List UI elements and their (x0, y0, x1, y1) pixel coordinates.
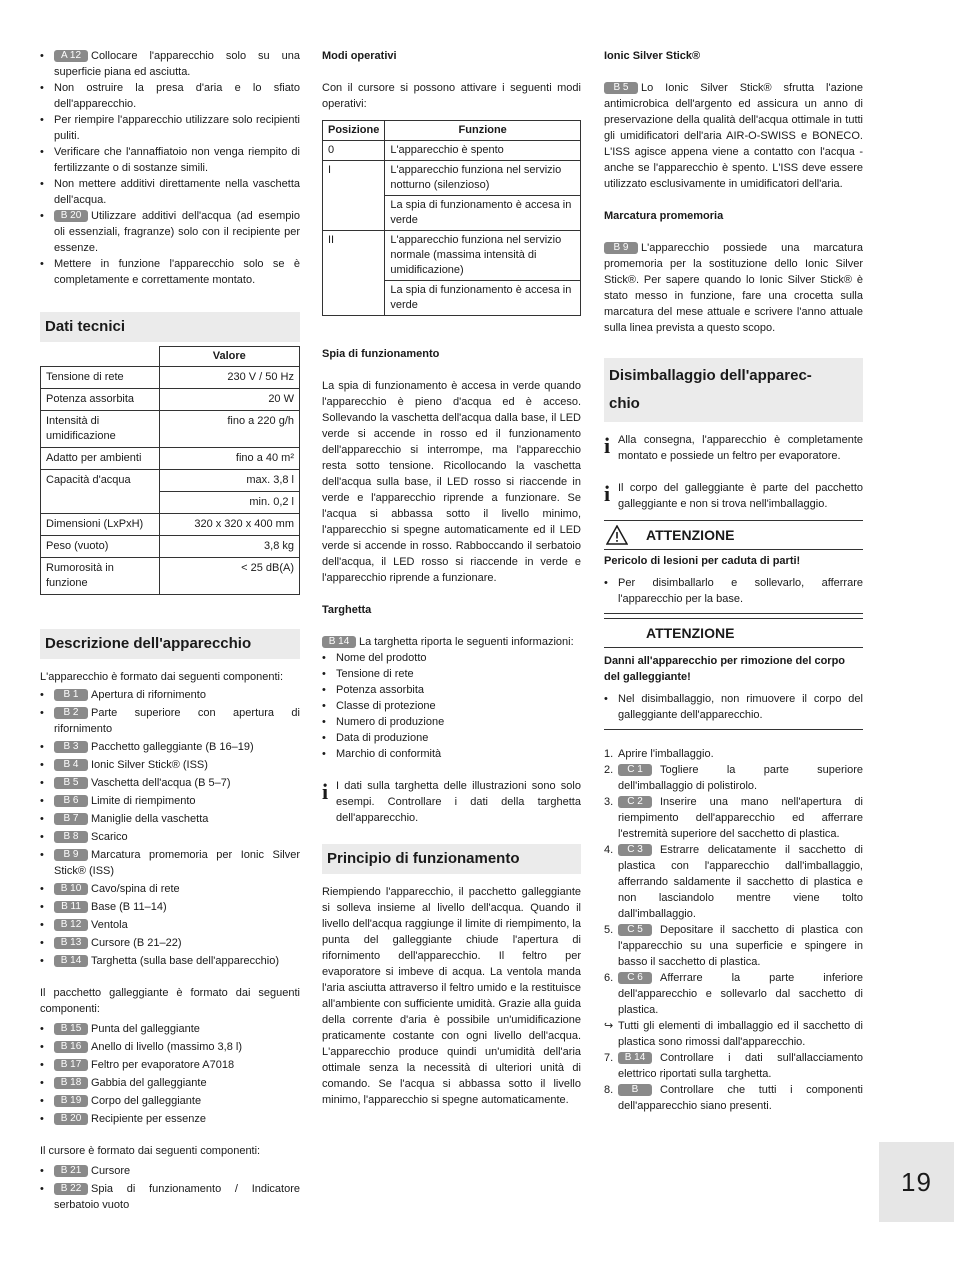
component-item-text: Parte superiore con apertura di rifornimento (54, 707, 300, 735)
figure-ref-badge: B 21 (54, 1165, 88, 1177)
tech-value: < 25 dB(A) (159, 558, 300, 595)
figure-ref-badge: B 7 (54, 813, 88, 825)
step-number: 3. (604, 796, 614, 808)
figure-ref-badge: B 13 (54, 937, 88, 949)
tech-label: Intensità di umidificazione (41, 411, 160, 448)
component-item (40, 775, 300, 791)
tech-value: max. 3,8 l (159, 470, 300, 492)
mode-position: 0 (323, 141, 385, 161)
warning-triangle-icon (606, 525, 628, 545)
warning-instruction-text: Per disimballarlo e sollevarlo, afferrare l'apparecchio per la base. (618, 577, 863, 605)
float-component-item-text: Anello di livello (massimo 3,8 l) (91, 1041, 242, 1053)
unpacking-step (604, 1050, 863, 1082)
figure-ref-badge: C 2 (618, 796, 652, 808)
warning-box-falling-parts (604, 520, 863, 614)
component-item (40, 811, 300, 827)
tech-row (41, 558, 300, 595)
section-title-unpacking (604, 358, 863, 422)
targhetta-item-list (322, 650, 581, 762)
info-note-delivery (604, 432, 863, 464)
tech-row (41, 448, 300, 470)
modes-table (322, 120, 581, 316)
step-text: Tutti gli elementi di imballaggio ed il sacchetto di plastica sono rimossi dall'apparecchio. (618, 1020, 863, 1048)
column-2 (322, 46, 581, 1108)
tech-row (41, 470, 300, 492)
figure-ref-badge: B 14 (618, 1052, 652, 1064)
mode-position: I (323, 161, 385, 231)
figure-ref-badge: B 14 (54, 955, 88, 967)
targhetta-item: • Data di produzione (322, 730, 581, 746)
section-title-unpacking-line-2: chio (609, 395, 640, 412)
component-item (40, 739, 300, 755)
unpacking-step (604, 922, 863, 970)
targhetta-info-note (322, 778, 581, 826)
modes-intro: Con il cursore si possono attivare i seguenti modi operativi: (322, 82, 581, 110)
float-component-item-text: Gabbia del galleggiante (91, 1077, 207, 1089)
tech-label: Capacità d'acqua (41, 470, 160, 514)
step-number: 2. (604, 764, 614, 776)
mode-row (323, 161, 581, 196)
step-text: Aprire l'imballaggio. (618, 748, 714, 760)
unpacking-step (604, 762, 863, 794)
float-component-item (40, 1021, 300, 1037)
step-text: Inserire una mano nell'apertura di riempimento dell'apparecchio ed afferrare l'estremità superiore del sacchetto di plastica. (618, 796, 863, 840)
component-item (40, 687, 300, 703)
component-item-text: Ionic Silver Stick® (ISS) (91, 759, 208, 771)
principle-text: Riempiendo l'apparecchio, il pacchetto galleggiante si solleva insieme al livello dell'acqua. Quando il livello dell'acqua raggiunge il limite di riempimento, la punta del galleggiante chiude l'apertura di rifornimento dell'apparecchio. Il feltro per evaporatore si imbeve di acqua. La ventola manda l'aria asciutta attraverso il feltro umido e la restituisce all'ambiente con sufficiente umidità. Grazie alla guida della corrente d'aria è possibile un'umidificazione praticamente costante con ogni livello dell'acqua. L'apparecchio produce quindi un'umidità dell'aria ottimale senza la necessità di ulteriori unità di comando. Se l'acqua si abbassa sotto il livello minimo, l'apparecchio si spegne automaticamente. (322, 886, 581, 1106)
unpacking-step (604, 794, 863, 842)
marcatura-title: Marcatura promemoria (604, 210, 724, 222)
safety-bullet-text: Per riempire l'apparecchio utilizzare solo recipienti puliti. (54, 114, 300, 142)
safety-bullet (40, 112, 300, 144)
mode-function: La spia di funzionamento è accesa in verde (385, 281, 581, 316)
cursor-component-list (40, 1163, 300, 1213)
modes-header-position: Posizione (323, 121, 385, 141)
tech-value: fino a 220 g/h (159, 411, 300, 448)
spia-title: Spia di funzionamento (322, 348, 440, 360)
figure-ref-badge: B 20 (54, 1113, 88, 1125)
figure-ref-badge: C 5 (618, 924, 652, 936)
tech-value: 20 W (159, 389, 300, 411)
tech-table-empty-cell (41, 347, 160, 367)
step-text: Controllare i dati sull'allacciamento elettrico riportati sulla targhetta. (618, 1052, 863, 1080)
mode-function: L'apparecchio funziona nel servizio notturno (silenzioso) (385, 161, 581, 196)
safety-bullet-text: Mettere in funzione l'apparecchio solo se è completamente e correttamente montato. (54, 258, 300, 286)
step-text: Estrarre delicatamente il sacchetto di plastica con l'apparecchio dall'imballaggio, afferrando saldamente il sacchetto di plastica e non lasciandolo mentre viene tolto dall'imballaggio. (618, 844, 863, 920)
targhetta-title: Targhetta (322, 604, 372, 616)
info-icon: i (604, 433, 611, 458)
cursor-component-item-text: Cursore (91, 1165, 131, 1177)
iss-paragraph (604, 80, 863, 192)
component-item-text: Vaschetta dell'acqua (B 5–7) (91, 777, 231, 789)
figure-ref-badge: B 2 (54, 707, 88, 719)
unpacking-step (604, 842, 863, 922)
float-component-item (40, 1093, 300, 1109)
targhetta-intro-text: La targhetta riporta le seguenti informazioni: (359, 636, 574, 648)
figure-ref-badge: C 1 (618, 764, 652, 776)
figure-ref-badge: B 5 (604, 82, 638, 94)
marcatura-text: L'apparecchio possiede una marcatura promemoria per la sostituzione dello Ionic Silver Stick®. Per sapere quando lo Ionic Silver Stick® è stato messo in funzione, fare una crocetta sulla marcatura del mese attuale e scrivere l'anno attuale sulla linea prevista a questo scopo. (604, 242, 863, 334)
page-number: 19 (879, 1142, 954, 1222)
float-component-item (40, 1111, 300, 1127)
tech-label: Peso (vuoto) (41, 536, 160, 558)
targhetta-intro (322, 634, 581, 650)
figure-ref-badge: B 20 (54, 210, 88, 222)
figure-ref-badge: A 12 (54, 50, 88, 62)
component-item-text: Limite di riempimento (91, 795, 196, 807)
cursor-component-item (40, 1181, 300, 1213)
figure-ref-badge: B 1 (54, 689, 88, 701)
step-number: ↪ (604, 1020, 614, 1032)
figure-ref-badge: B 19 (54, 1095, 88, 1107)
figure-ref-badge: B (618, 1084, 652, 1096)
step-text: Afferrare la parte inferiore dell'apparecchio e sollevarlo dal sacchetto di plastica. (618, 972, 863, 1016)
targhetta-item: • Potenza assorbita (322, 682, 581, 698)
safety-bullet (40, 48, 300, 80)
step-number: 6. (604, 972, 614, 984)
safety-bullet-text: Utilizzare additivi dell'acqua (ad esempio oli essenziali, fragranze) solo con il recipiente per essenze. (54, 210, 300, 254)
unpacking-step (604, 746, 863, 762)
component-item (40, 953, 300, 969)
warning-instruction (604, 575, 863, 607)
figure-ref-badge: B 4 (54, 759, 88, 771)
figure-ref-badge: B 16 (54, 1041, 88, 1053)
warning-box-float-removal (604, 618, 863, 730)
section-title-description: Descrizione dell'apparecchio (40, 629, 300, 659)
tech-value: 3,8 kg (159, 536, 300, 558)
component-item-text: Cavo/spina di rete (91, 883, 180, 895)
figure-ref-badge: B 5 (54, 777, 88, 789)
tech-label: Dimensioni (LxPxH) (41, 514, 160, 536)
step-number: 1. (604, 748, 614, 760)
safety-bullet-text: Collocare l'apparecchio solo su una superficie piana ed asciutta. (54, 50, 300, 78)
warning-title: Danni all'apparecchio per rimozione del corpo del galleggiante! (604, 655, 846, 683)
unpacking-step (604, 970, 863, 1018)
warning-title: Pericolo di lesioni per caduta di parti! (604, 555, 801, 567)
cursor-component-item (40, 1163, 300, 1179)
safety-bullet-text: Verificare che l'annaffiatoio non venga riempito di fertilizzante o di sostanze simili. (54, 146, 300, 174)
tech-value: fino a 40 m² (159, 448, 300, 470)
float-component-item (40, 1057, 300, 1073)
mode-function: L'apparecchio funziona nel servizio normale (massima intensità di umidificazione) (385, 231, 581, 281)
tech-label: Potenza assorbita (41, 389, 160, 411)
component-item-text: Base (B 11–14) (91, 901, 167, 913)
modes-header-function: Funzione (385, 121, 581, 141)
section-title-unpacking-line-1: Disimballaggio dell'apparec- (609, 367, 812, 384)
tech-row (41, 367, 300, 389)
info-icon: i (604, 481, 611, 506)
targhetta-item: • Nome del prodotto (322, 650, 581, 666)
section-title-principle: Principio di funzionamento (322, 844, 581, 874)
component-item (40, 757, 300, 773)
step-number: 4. (604, 844, 614, 856)
tech-label: Tensione di rete (41, 367, 160, 389)
unpacking-step (604, 1082, 863, 1114)
float-component-item-text: Recipiente per essenze (91, 1113, 206, 1125)
component-item-text: Targhetta (sulla base dell'apparecchio) (91, 955, 279, 967)
column-3 (604, 46, 863, 1114)
float-component-item (40, 1039, 300, 1055)
safety-bullet (40, 256, 300, 288)
safety-bullet (40, 208, 300, 256)
float-component-list (40, 1021, 300, 1127)
targhetta-info-text: I dati sulla targhetta delle illustrazioni sono solo esempi. Controllare i dati della targhetta dell'apparecchio. (336, 780, 581, 824)
tech-value: 230 V / 50 Hz (159, 367, 300, 389)
component-item (40, 935, 300, 951)
tech-row (41, 411, 300, 448)
float-intro: Il pacchetto galleggiante è formato dai seguenti componenti: (40, 987, 300, 1015)
unpacking-step (604, 1018, 863, 1050)
float-component-item-text: Punta del galleggiante (91, 1023, 200, 1035)
component-item-text: Marcatura promemoria per Ionic Silver Stick® (ISS) (54, 849, 300, 877)
figure-ref-badge: B 11 (54, 901, 88, 913)
warning-label: ATTENZIONE (646, 527, 735, 543)
component-item (40, 847, 300, 879)
step-text: Depositare il sacchetto di plastica con l'apparecchio su una superficie e spingere in basso il sacchetto di plastica. (618, 924, 863, 968)
figure-ref-badge: B 15 (54, 1023, 88, 1035)
component-item (40, 829, 300, 845)
step-number: 7. (604, 1052, 614, 1064)
safety-bullet-text: Non mettere additivi direttamente nella vaschetta dell'acqua. (54, 178, 300, 206)
targhetta-item: • Numero di produzione (322, 714, 581, 730)
safety-bullet-text: Non ostruire la presa d'aria e lo sfiato dell'apparecchio. (54, 82, 300, 110)
figure-ref-badge: B 18 (54, 1077, 88, 1089)
warning-label: ATTENZIONE (646, 625, 735, 641)
tech-row (41, 389, 300, 411)
component-list (40, 687, 300, 969)
component-item-text: Maniglie della vaschetta (91, 813, 209, 825)
tech-table (40, 346, 300, 595)
step-text: Togliere la parte superiore dell'imballaggio di polistirolo. (618, 764, 863, 792)
figure-ref-badge: B 8 (54, 831, 88, 843)
component-item-text: Scarico (91, 831, 128, 843)
tech-row (41, 536, 300, 558)
mode-function: La spia di funzionamento è accesa in verde (385, 196, 581, 231)
info-icon: i (322, 779, 329, 804)
figure-ref-badge: C 6 (618, 972, 652, 984)
targhetta-item: • Tensione di rete (322, 666, 581, 682)
info-note-float-text: Il corpo del galleggiante è parte del pacchetto galleggiante e non si trova nell'imballaggio. (618, 482, 863, 510)
warning-instruction (604, 691, 863, 723)
figure-ref-badge: B 12 (54, 919, 88, 931)
tech-label: Adatto per ambienti (41, 448, 160, 470)
unpacking-step-list (604, 746, 863, 1114)
spia-text: La spia di funzionamento è accesa in verde quando l'apparecchio è pieno d'acqua ed è acceso. Sollevando la vaschetta dell'acqua dalla base, il LED verde si accende in rosso ed il funzionamento dell'apparecchio si interrompe, ma l'apparecchio resta sotto tensione. Ricollocando la vaschetta dell'acqua sulla base, il LED rosso si riaccende in verde e l'apparecchio riprende a funzionare. Se l'acqua si abbassa sotto il livello minimo, l'apparecchio si spegne automaticamente ed il LED verde si accende in rosso. Rabboccando il serbatoio dell'acqua, il LED rosso si riaccende in verde e l'apparecchio riprende a funzionare. (322, 380, 581, 584)
mode-row (323, 141, 581, 161)
figure-ref-badge: B 3 (54, 741, 88, 753)
safety-bullet-list (40, 48, 300, 288)
component-item-text: Pacchetto galleggiante (B 16–19) (91, 741, 254, 753)
component-item (40, 917, 300, 933)
mode-row (323, 231, 581, 281)
warning-instruction-text: Nel disimballaggio, non rimuovere il corpo del galleggiante dell'apparecchio. (618, 693, 863, 721)
tech-label: Rumorosità in funzione (41, 558, 160, 595)
component-item-text: Apertura di rifornimento (91, 689, 206, 701)
mode-position: II (323, 231, 385, 316)
targhetta-item: • Classe di protezione (322, 698, 581, 714)
figure-ref-badge: B 9 (54, 849, 88, 861)
safety-bullet (40, 176, 300, 208)
marcatura-paragraph (604, 240, 863, 336)
mode-function: L'apparecchio è spento (385, 141, 581, 161)
desc-intro: L'apparecchio è formato dai seguenti componenti: (40, 671, 284, 683)
tech-table-header: Valore (159, 347, 300, 367)
component-item-text: Ventola (91, 919, 128, 931)
float-component-item-text: Corpo del galleggiante (91, 1095, 202, 1107)
iss-text: Lo Ionic Silver Stick® sfrutta l'azione antimicrobica dell'argento ed assicura un anno di preservazione della qualità dell'acqua ottimale in tutti gli umidificatori dell'aria AIR-O-SWISS e BONECO. L'ISS agisce appena viene a contatto con l'acqua - anche se l'apparecchio è spento. L'ISS deve essere utilizzato esclusivamente in umidificatori dell'aria. (604, 82, 863, 190)
float-component-item (40, 1075, 300, 1091)
component-item (40, 899, 300, 915)
figure-ref-badge: B 9 (604, 242, 638, 254)
figure-ref-badge: B 14 (322, 636, 356, 648)
targhetta-item: • Marchio di conformità (322, 746, 581, 762)
figure-ref-badge: B 22 (54, 1183, 88, 1195)
section-title-tech: Dati tecnici (40, 312, 300, 342)
figure-ref-badge: B 10 (54, 883, 88, 895)
modes-title: Modi operativi (322, 50, 397, 62)
step-text: Controllare che tutti i componenti dell'apparecchio siano presenti. (618, 1084, 863, 1112)
info-note-delivery-text: Alla consegna, l'apparecchio è completamente montato e possiede un feltro per evaporatore. (618, 434, 863, 462)
safety-bullet (40, 144, 300, 176)
component-item (40, 793, 300, 809)
safety-bullet (40, 80, 300, 112)
figure-ref-badge: B 17 (54, 1059, 88, 1071)
warning-header (604, 619, 863, 648)
step-number: 8. (604, 1084, 614, 1096)
tech-row (41, 514, 300, 536)
figure-ref-badge: C 3 (618, 844, 652, 856)
tech-value: 320 x 320 x 400 mm (159, 514, 300, 536)
cursor-component-item-text: Spia di funzionamento / Indicatore serbatoio vuoto (54, 1183, 300, 1211)
float-component-item-text: Feltro per evaporatore A7018 (91, 1059, 235, 1071)
step-number: 5. (604, 924, 614, 936)
iss-title: Ionic Silver Stick® (604, 50, 701, 62)
component-item (40, 705, 300, 737)
info-note-float (604, 480, 863, 512)
cursor-intro: Il cursore è formato dai seguenti componenti: (40, 1145, 261, 1157)
component-item (40, 881, 300, 897)
warning-header (604, 521, 863, 550)
tech-value: min. 0,2 l (159, 492, 300, 514)
column-1 (40, 46, 300, 1215)
component-item-text: Cursore (B 21–22) (91, 937, 182, 949)
figure-ref-badge: B 6 (54, 795, 88, 807)
